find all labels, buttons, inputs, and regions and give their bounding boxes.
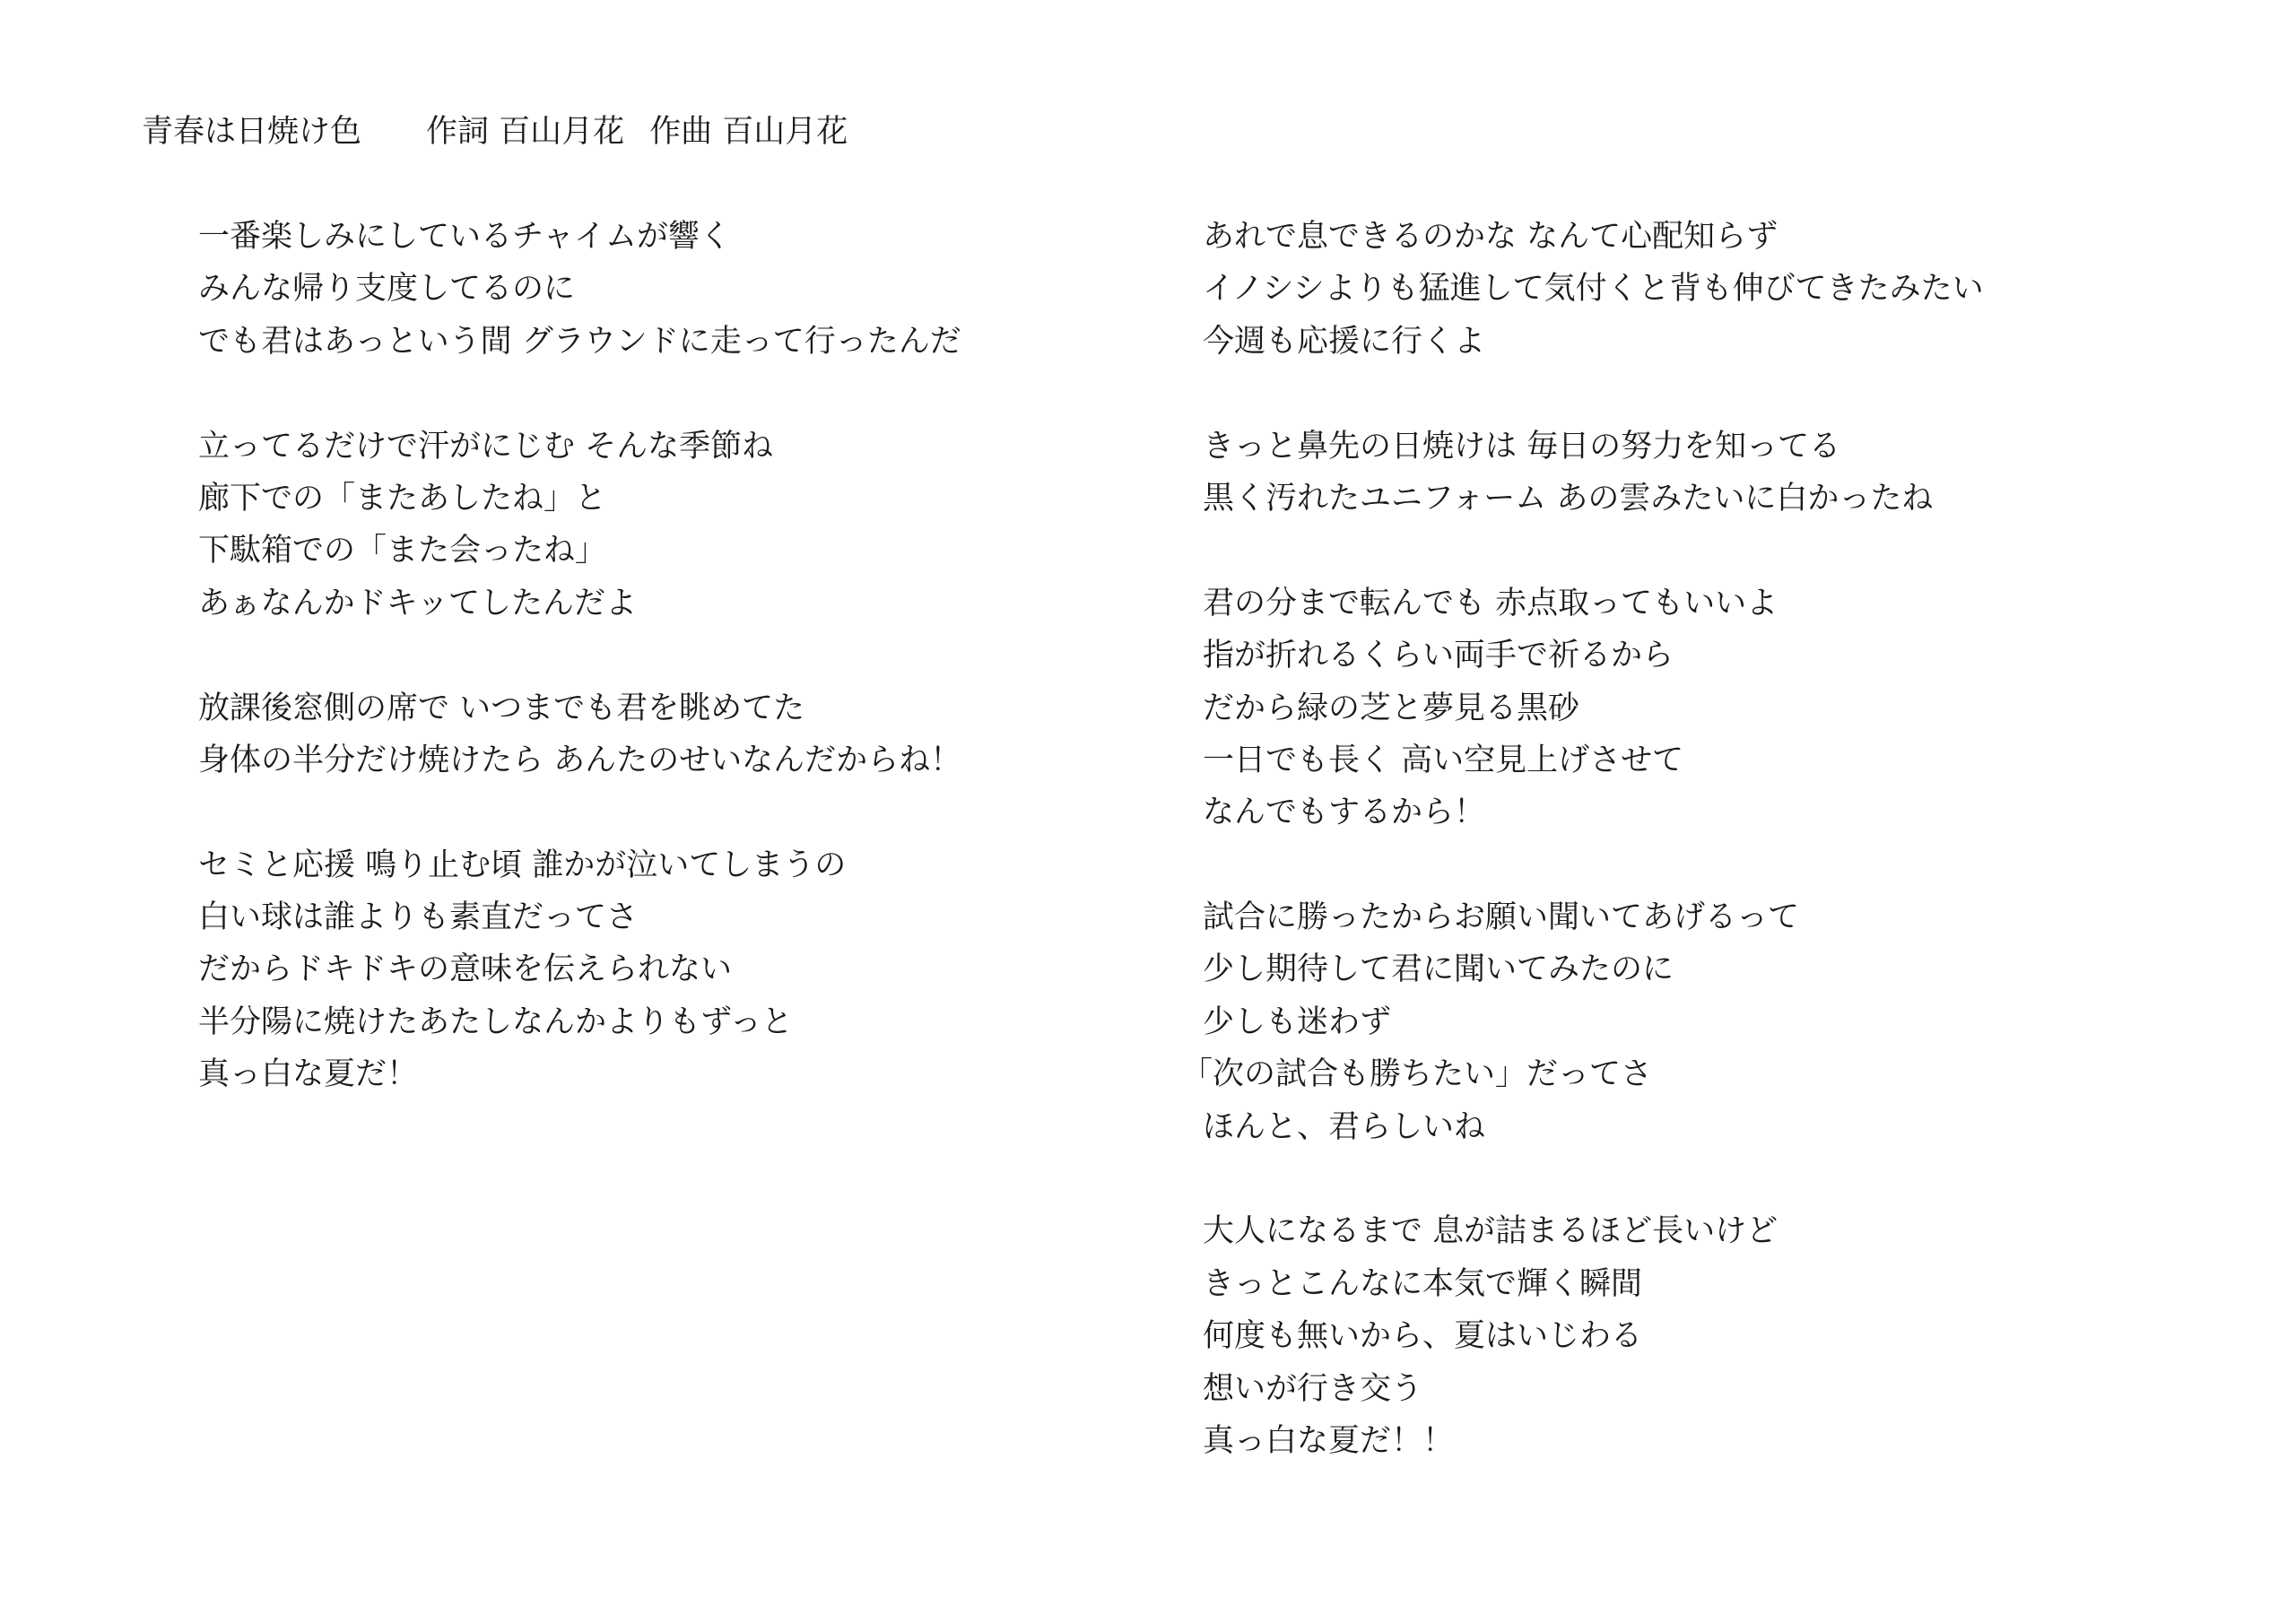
lyric-line: あれで息できるのかな なんて心配知らず (1203, 219, 1779, 255)
stanza-gap (198, 630, 961, 682)
lyric-line: 放課後窓側の席で いつまでも君を眺めてた (198, 690, 805, 726)
lyric-line: 一日でも長く 高い空見上げさせて (1203, 742, 1684, 778)
lyric-line: 白い球は誰よりも素直だってさ (198, 899, 639, 936)
lyric-line: 大人になるまで 息が詰まるほど長いけど (1203, 1213, 1779, 1250)
stanza (1181, 891, 1984, 1153)
lyric-line: イノシシよりも猛進して気付くと背も伸びてきたみたい (1203, 271, 1984, 308)
lyric-line: みんな帰り支度してるのに (198, 271, 576, 308)
lyric-line: 指が折れるくらい両手で祈るから (1203, 638, 1674, 674)
lyric-line: きっとこんなに本気で輝く瞬間 (1203, 1265, 1643, 1302)
stanza (1203, 1205, 1984, 1467)
lyric-line: 身体の半分だけ焼けたら あんたのせいなんだからね！ (198, 742, 962, 778)
lyric-line: 立ってるだけで汗がにじむ そんな季節ね (198, 428, 774, 465)
lyric-line: 半分陽に焼けたあたしなんかよりもずっと (198, 1003, 793, 1040)
lyricist-credit: 作詞 百山月花 (426, 114, 625, 150)
lyric-line: 何度も無いから、夏はいじわる (1203, 1318, 1643, 1355)
lyric-line: 一番楽しみにしているチャイムが響く (198, 219, 731, 255)
lyric-line: セミと応援 鳴り止む頃 誰かが泣いてしまうの (198, 847, 847, 883)
lyric-line: 少しも迷わず (1203, 1003, 1392, 1040)
song-title: 青春は日焼け色 (142, 114, 362, 150)
lyric-line: でも君はあっという間 グラウンドに走って行ったんだ (198, 323, 961, 360)
lyric-line: きっと鼻先の日焼けは 毎日の努力を知ってる (1203, 428, 1841, 465)
lyric-line: 君の分まで転んでも 赤点取ってもいいよ (1203, 585, 1779, 621)
lyric-line: ほんと、君らしいね (1203, 1108, 1486, 1145)
lyric-line: 下駄箱での「また会ったね」 (198, 533, 607, 569)
stanza-gap (198, 786, 961, 838)
stanza-gap (198, 368, 961, 420)
lyric-line: なんでもするから！ (1203, 795, 1486, 831)
lyric-line: 真っ白な夏だ！！ (1203, 1422, 1455, 1459)
lyric-line: 真っ白な夏だ！ (198, 1056, 419, 1093)
stanza (198, 421, 961, 630)
lyric-line: 試合に勝ったからお願い聞いてあげるって (1203, 899, 1800, 936)
stanza (198, 211, 961, 368)
lyric-line: 「次の試合も勝ちたい」だってさ (1181, 1056, 1653, 1093)
lyrics-column-left (198, 211, 961, 1101)
composer-credit: 作曲 百山月花 (649, 114, 848, 150)
stanza (1203, 211, 1984, 368)
stanza (198, 682, 961, 787)
stanza-gap (1203, 1153, 1984, 1205)
stanza-gap (1203, 368, 1984, 420)
song-header (142, 106, 848, 158)
lyric-line: あぁなんかドキッてしたんだよ (198, 585, 637, 621)
lyric-line: 想いが行き交う (1203, 1370, 1423, 1407)
lyric-line: 廊下での「またあしたね」と (198, 480, 607, 517)
stanza (1203, 421, 1984, 525)
stanza-gap (1203, 839, 1984, 891)
stanza (198, 839, 961, 1101)
lyric-line: 黒く汚れたユニフォーム あの雲みたいに白かったね (1203, 480, 1934, 517)
lyric-line: だから緑の芝と夢見る黒砂 (1203, 690, 1580, 726)
lyric-line: だからドキドキの意味を伝えられない (198, 951, 733, 988)
stanza-gap (1203, 525, 1984, 577)
lyric-line: 今週も応援に行くよ (1203, 323, 1486, 360)
stanza (1203, 578, 1984, 839)
lyric-line: 少し期待して君に聞いてみたのに (1203, 951, 1674, 988)
lyrics-column-right (1181, 211, 1984, 1467)
